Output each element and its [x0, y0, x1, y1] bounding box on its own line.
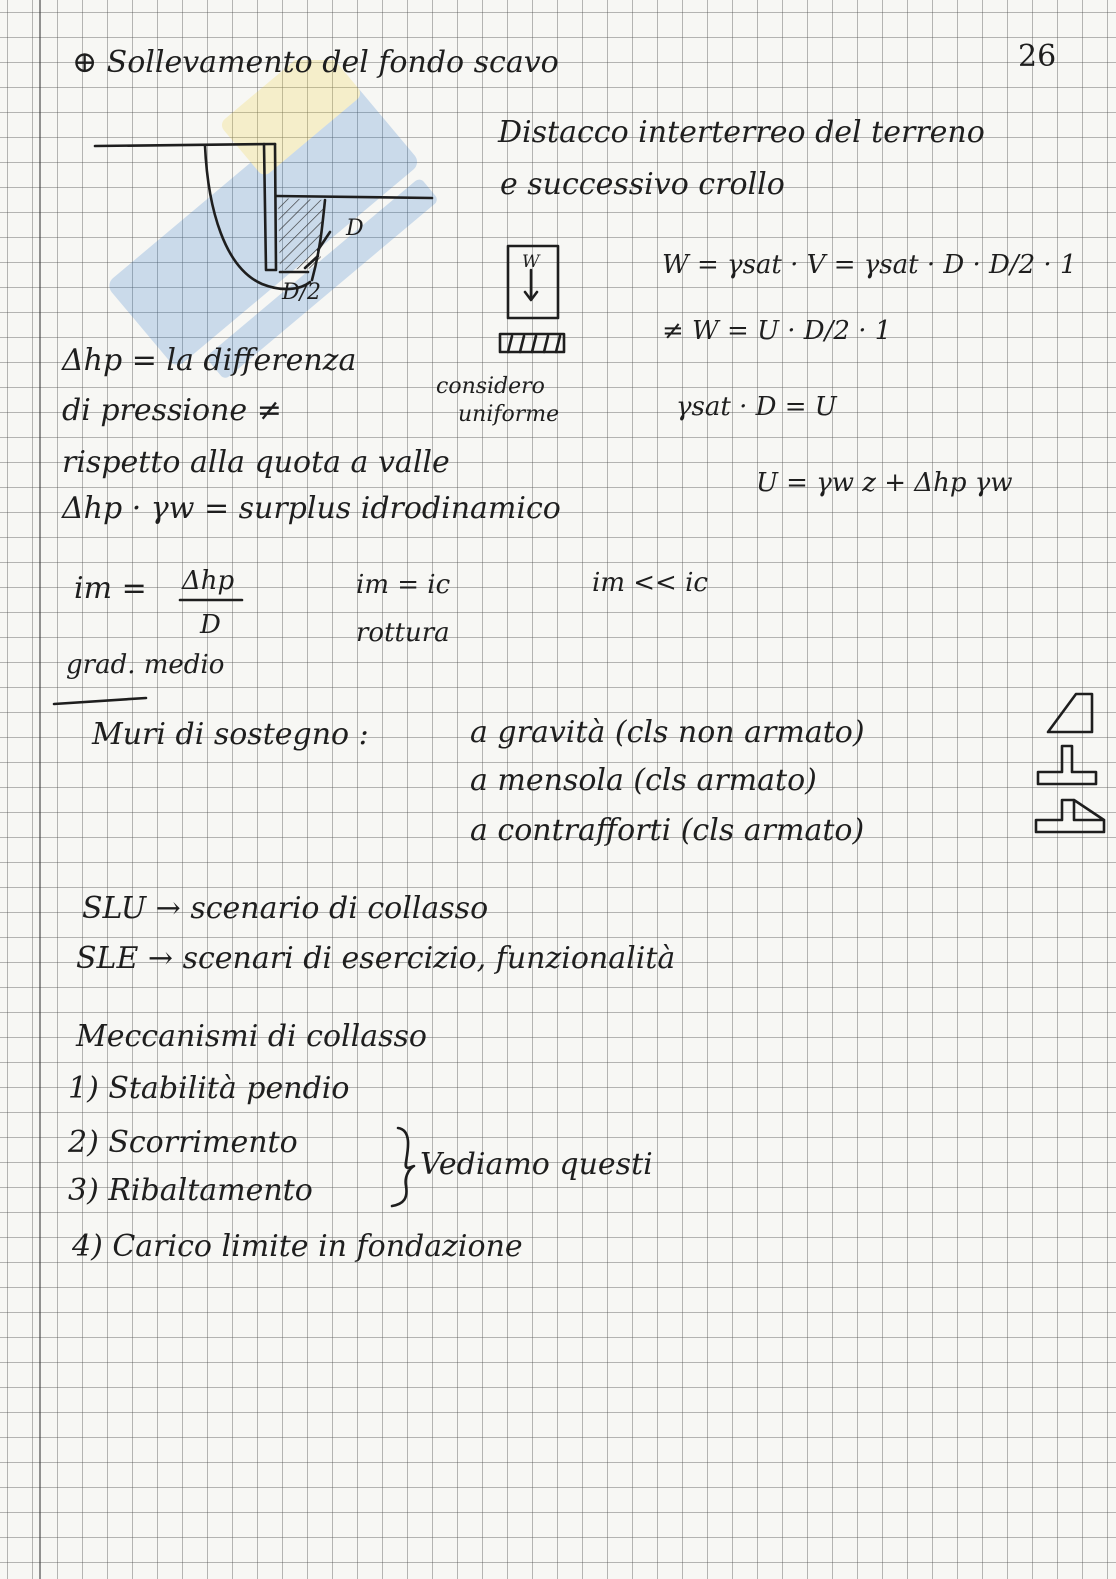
page-number: 26 — [1018, 39, 1057, 74]
equation-weight: W = γsat · V = γsat · D · D/2 · 1 — [662, 250, 1077, 280]
wall-type-cantilever: a mensola (cls armato) — [470, 763, 817, 798]
wall-type-counterfort: a contrafforti (cls armato) — [470, 813, 865, 848]
equation-uplift: ≠ W = U · D/2 · 1 — [662, 316, 892, 346]
slu-line: SLU → scenario di collasso — [82, 891, 489, 926]
note-considero: considero — [436, 374, 545, 399]
mechanisms-heading: Meccanismi di collasso — [76, 1019, 427, 1054]
safety-inequality: im << ic — [592, 568, 708, 598]
equation-pressure: U = γw z + Δhp γw — [756, 468, 1013, 498]
page-title: ⊕ Sollevamento del fondo scavo — [72, 45, 559, 80]
walls-heading: Muri di sostegno : — [92, 717, 369, 752]
mechanism-2: 2) Scorrimento — [68, 1125, 298, 1160]
rupture-condition: im = ic — [356, 570, 451, 600]
gradient-label: im = — [74, 571, 147, 606]
sle-line: SLE → scenari di esercizio, funzionalità — [76, 941, 676, 976]
failure-description-2: e successivo crollo — [500, 167, 785, 202]
failure-description-1: Distacco interterreo del terreno — [498, 115, 985, 150]
gradient-caption: grad. medio — [66, 650, 225, 680]
block-weight-label: W — [522, 252, 540, 272]
brace-note: Vediamo questi — [420, 1147, 653, 1182]
note-uniforme: uniforme — [458, 402, 560, 427]
definition-line-3: rispetto alla quota a valle — [62, 445, 450, 480]
label-d-half: D/2 — [282, 280, 322, 305]
wall-type-gravity: a gravità (cls non armato) — [470, 715, 865, 750]
label-d: D — [346, 216, 364, 241]
definition-line-2: di pressione ≠ — [62, 393, 282, 428]
mechanism-4: 4) Carico limite in fondazione — [72, 1229, 523, 1264]
gradient-denominator: D — [200, 610, 221, 640]
gradient-numerator: Δhp — [182, 566, 235, 596]
mechanism-1: 1) Stabilità pendio — [68, 1071, 350, 1106]
equation-balance: γsat · D = U — [676, 392, 837, 422]
rupture-label: rottura — [356, 618, 450, 648]
mechanism-3: 3) Ribaltamento — [68, 1173, 313, 1208]
definition-line-1: Δhp = la differenza — [62, 343, 357, 378]
definition-line-4: Δhp · γw = surplus idrodinamico — [62, 491, 561, 526]
